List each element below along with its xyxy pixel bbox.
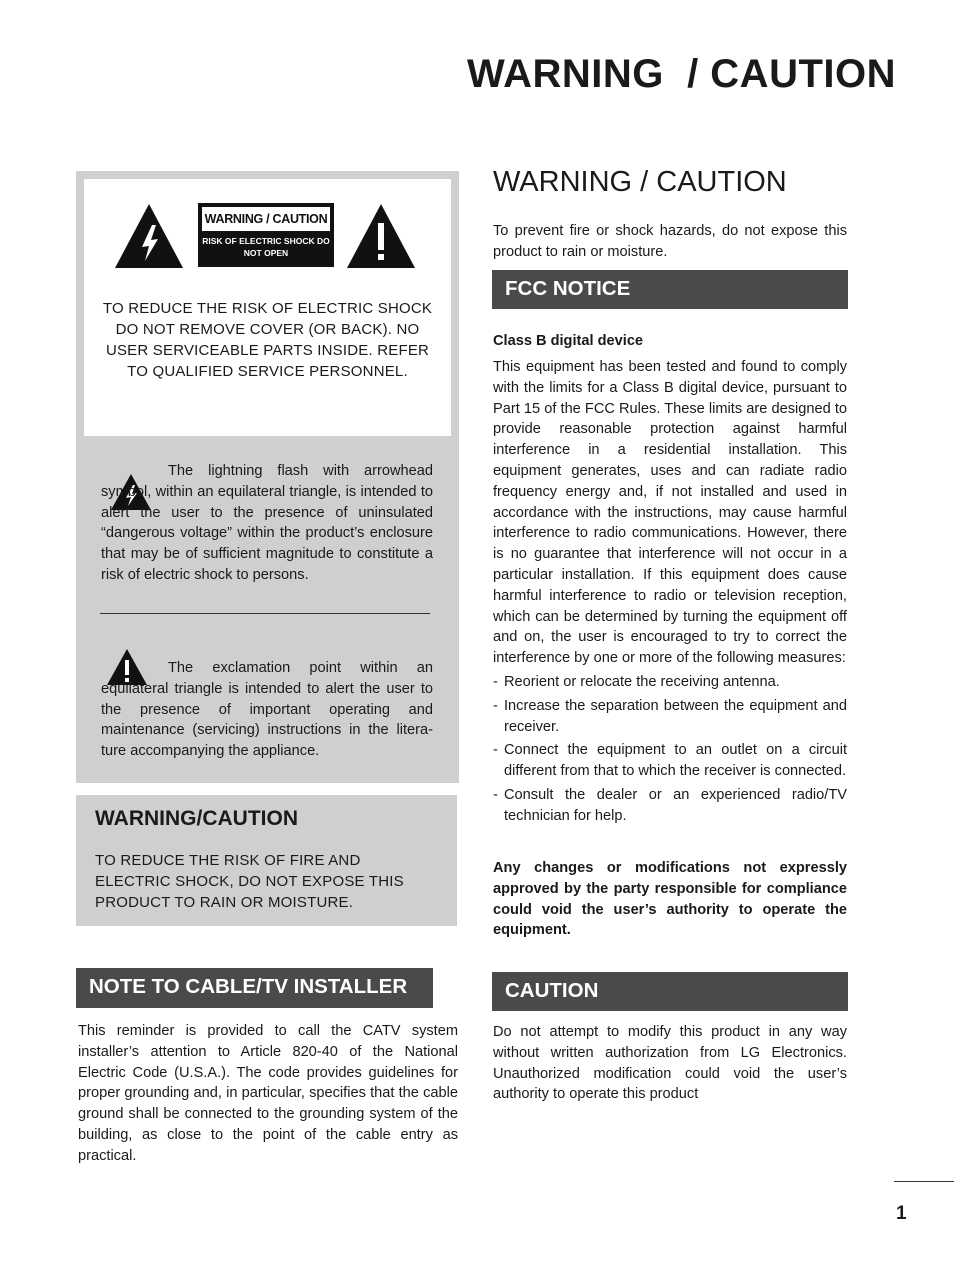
- caution-label-title: WARNING / CAUTION: [202, 207, 330, 231]
- fcc-measures-list: [493, 672, 847, 830]
- caution-label: [198, 203, 334, 267]
- exclamation-description: The exclamation point within an equilateral triangle is intended to alert the user to the presence of important operating and maintenance (servicing) instructions in the litera- ture accompanying the appliance.: [101, 660, 433, 760]
- warning-symbol-row: [114, 203, 414, 269]
- page-number: 1: [896, 1203, 907, 1224]
- page-title: WARNING / CAUTION: [467, 52, 896, 96]
- installer-note-text: This reminder is provided to call the CATV system installer’s attention to Article 820-40 of the National Electric Code (U.S.A.). The code provides guidelines for proper grounding and, in particular, specifies that the cable ground shall be connected to the grounding system of the building, as close to the point of the cable entry as practical.: [78, 1023, 458, 1164]
- installer-note-title: NOTE TO CABLE/TV INSTALLER: [76, 968, 433, 1008]
- fcc-notice-title: FCC NOTICE: [492, 270, 848, 309]
- caution-text: Do not attempt to modify this product in any way without written authorization from LG Electronics. Unauthorized modification could void the user’s authority to operate this product: [493, 1024, 847, 1103]
- list-item: - Connect the equipment to an outlet on a circuit different from that to which the receiver is connected.: [493, 740, 847, 782]
- caution-label-subtitle: RISK OF ELECTRIC SHOCK DO NOT OPEN: [202, 236, 330, 258]
- warning-caution-title: WARNING/CAUTION: [95, 807, 298, 830]
- fcc-subhead: Class B digital device: [493, 333, 644, 349]
- warning-caution-box: [76, 795, 457, 926]
- lightning-description: The lightning flash with arrowhead symbol, within an equilateral triangle, is intended to alert the user to the presence of uninsulated “dangerous voltage” within the product’s enclosure that may be of sufficient magnitude to constitute a risk of electric shock to persons.: [101, 463, 433, 583]
- exclamation-triangle-icon: [346, 203, 416, 269]
- list-item: - Increase the separation between the equipment and receiver.: [493, 696, 847, 738]
- lightning-triangle-icon: [114, 203, 184, 269]
- list-item: - Consult the dealer or an experienced radio/TV technician for help.: [493, 785, 847, 827]
- warning-caution-text: TO REDUCE THE RISK OF FIRE AND ELECTRIC SHOCK, DO NOT EXPOSE THIS PRODUCT TO RAIN OR MOISTURE.: [95, 852, 404, 911]
- footer-rule: [894, 1181, 954, 1182]
- shock-warning-text: TO REDUCE THE RISK OF ELECTRIC SHOCK DO NOT REMOVE COVER (OR BACK). NO USER SERVICEABLE PARTS INSIDE. REFER TO QUALIFIED SERVICE PERSONNEL.: [102, 300, 433, 380]
- section-heading: WARNING / CAUTION: [493, 166, 787, 198]
- fcc-body: This equipment has been tested and found to comply with the limits for a Class B digital device, pursuant to Part 15 of the FCC Rules. These limits are designed to provide reasonable protection against harmful interference in a residential installation. This equipment generates, uses and can radiate radio frequency energy and, if not installed and used in accordance with the instructions, may cause harmful interference to radio communications. However, there is no guarantee that interference will not occur in a particular installation. If this equipment does cause harmful interference to radio or television reception, which can be determined by turning the equipment off and on, the user is encouraged to try to correct the interference by one or more of the following measures:: [493, 359, 847, 667]
- fcc-modification-note: Any changes or modifications not expressly approved by the party responsible for compliance could void the user’s authority to operate the equipment.: [493, 860, 847, 939]
- list-item: - Reorient or relocate the receiving antenna.: [493, 672, 847, 693]
- lead-text: To prevent fire or shock hazards, do not expose this product to rain or moisture.: [493, 223, 847, 260]
- divider: [100, 613, 430, 614]
- shock-warning-box: [84, 179, 451, 436]
- caution-title: CAUTION: [492, 972, 848, 1011]
